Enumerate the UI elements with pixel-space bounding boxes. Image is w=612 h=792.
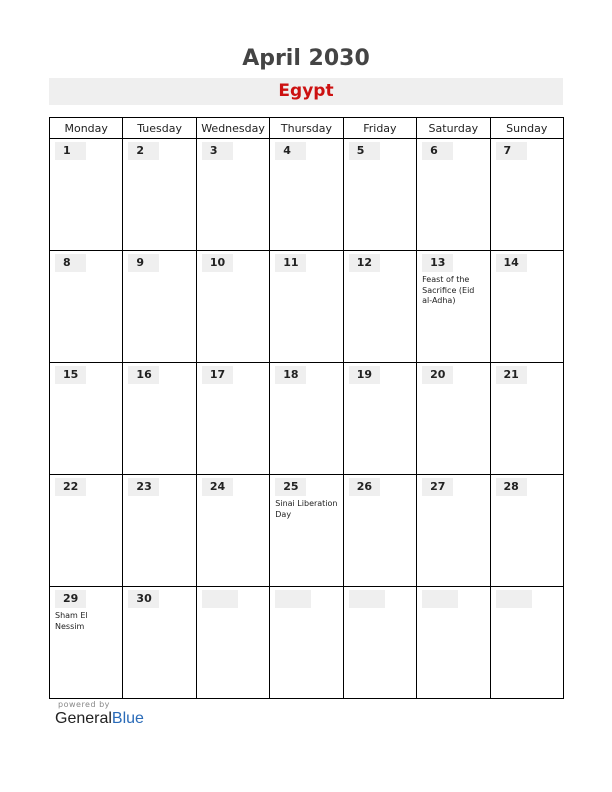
day-cell [490, 475, 563, 587]
day-number: 13 [422, 254, 453, 272]
week-row [50, 139, 564, 251]
day-cell [490, 139, 563, 251]
day-cell [417, 251, 490, 363]
day-cell [196, 139, 269, 251]
day-number: 11 [275, 254, 306, 272]
weekday-header-row [50, 118, 564, 139]
day-number: 19 [349, 366, 380, 384]
day-number [349, 590, 385, 608]
day-number: 23 [128, 478, 159, 496]
day-cell [490, 251, 563, 363]
weekday-header: Friday [343, 118, 416, 139]
weekday-header: Sunday [490, 118, 563, 139]
day-cell [50, 251, 123, 363]
day-number: 28 [496, 478, 527, 496]
day-number [496, 590, 532, 608]
day-number: 17 [202, 366, 233, 384]
day-cell [123, 475, 196, 587]
day-number [202, 590, 238, 608]
day-number: 8 [55, 254, 86, 272]
day-number: 25 [275, 478, 306, 496]
country-name: Egypt [49, 78, 563, 105]
day-cell [417, 139, 490, 251]
holiday-label: Feast of the Sacrifice (Eid al-Adha) [422, 275, 475, 305]
day-number: 15 [55, 366, 86, 384]
day-cell [196, 475, 269, 587]
day-number: 20 [422, 366, 453, 384]
day-number: 1 [55, 142, 86, 160]
day-number: 2 [128, 142, 159, 160]
brand-blue: Blue [111, 710, 144, 727]
day-cell [343, 139, 416, 251]
day-number [422, 590, 458, 608]
brand-general: General [55, 710, 112, 727]
holiday-label: Sinai Liberation Day [275, 499, 338, 519]
day-number: 14 [496, 254, 527, 272]
weekday-header: Saturday [417, 118, 490, 139]
day-number: 27 [422, 478, 453, 496]
calendar-title: April 2030 [242, 46, 370, 71]
day-cell [50, 475, 123, 587]
day-number: 29 [55, 590, 86, 608]
day-number: 18 [275, 366, 306, 384]
day-number [275, 590, 311, 608]
day-cell [490, 363, 563, 475]
week-row [50, 587, 564, 699]
brand-footer [55, 700, 144, 728]
day-cell [123, 139, 196, 251]
day-cell [417, 363, 490, 475]
holiday-label: Sham El Nessim [55, 611, 88, 631]
day-cell [270, 363, 343, 475]
weekday-header: Monday [50, 118, 123, 139]
day-cell [50, 139, 123, 251]
week-row [50, 363, 564, 475]
day-cell [123, 363, 196, 475]
day-number: 30 [128, 590, 159, 608]
day-number: 21 [496, 366, 527, 384]
day-number: 3 [202, 142, 233, 160]
day-cell [270, 251, 343, 363]
day-cell [196, 363, 269, 475]
day-cell [50, 587, 123, 699]
week-row [50, 251, 564, 363]
weekday-header: Wednesday [196, 118, 269, 139]
day-cell [490, 587, 563, 699]
day-cell [270, 139, 343, 251]
day-number: 6 [422, 142, 453, 160]
day-number: 12 [349, 254, 380, 272]
day-cell [196, 587, 269, 699]
week-row [50, 475, 564, 587]
day-cell [50, 363, 123, 475]
day-cell [343, 475, 416, 587]
day-cell [196, 251, 269, 363]
day-number: 5 [349, 142, 380, 160]
brand-logo [55, 710, 144, 728]
day-number: 22 [55, 478, 86, 496]
day-cell [417, 587, 490, 699]
day-cell [123, 251, 196, 363]
day-number: 10 [202, 254, 233, 272]
day-cell [343, 251, 416, 363]
day-cell [270, 475, 343, 587]
day-number: 7 [496, 142, 527, 160]
day-cell [343, 587, 416, 699]
day-number: 26 [349, 478, 380, 496]
calendar-grid [49, 117, 564, 699]
day-number: 24 [202, 478, 233, 496]
day-number: 9 [128, 254, 159, 272]
day-cell [343, 363, 416, 475]
day-cell [417, 475, 490, 587]
day-cell [270, 587, 343, 699]
weekday-header: Thursday [270, 118, 343, 139]
weekday-header: Tuesday [123, 118, 196, 139]
powered-by-label: powered by [58, 700, 110, 709]
day-number: 4 [275, 142, 306, 160]
day-number: 16 [128, 366, 159, 384]
day-cell [123, 587, 196, 699]
